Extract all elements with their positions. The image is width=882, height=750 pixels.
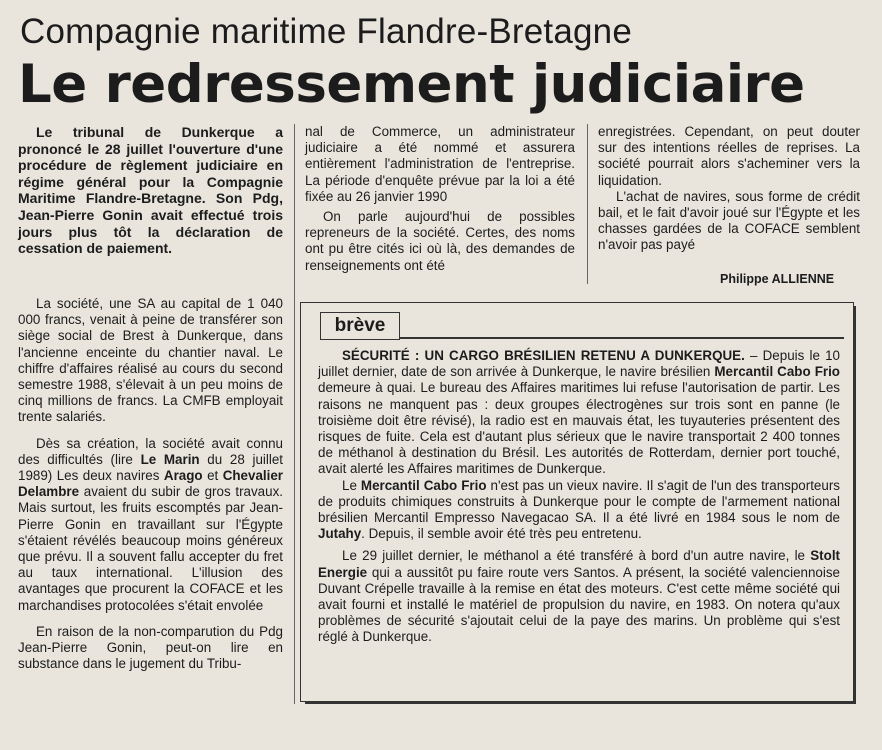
publication-name: Le Marin bbox=[140, 451, 200, 467]
column-2 bbox=[305, 124, 575, 274]
author-signature: Philippe ALLIENNE bbox=[720, 272, 835, 286]
text: avaient du subir de gros travaux. Mais surtout, les fruits escomptés par Jean-Pierre Gonin en travaillant sur l'Égypte s'étaient révélés beaucoup moins généreux que prévu. Il a souvent fallu accepter du fret au taux international. L'illusion des avantages que procurent la COFACE et les marchandises protocolées s'était envolée bbox=[18, 484, 283, 613]
text: qui a aussitôt pu faire route vers Santos. A présent, la société valenciennoise Duvant Crépelle travaille à la remise en état des moteurs. C'est cette même société qui avait fourni et installé le matériel de propulsion du navire, en 1983. On notera qu'aux problèmes de sécurité s'ajoutait celui de la paye des marins. Un problème qui s'est réglé à Dunkerque. bbox=[318, 564, 840, 645]
column-divider bbox=[587, 124, 588, 284]
column-1 bbox=[18, 124, 283, 257]
paragraph bbox=[18, 436, 283, 614]
paragraph: On parle aujourd'hui de possibles repreneurs de la société. Certes, des noms ont pu être cités ici où là, des demandes de renseignements ont été bbox=[305, 209, 575, 273]
paragraph: La société, une SA au capital de 1 040 000 francs, venait à peine de transférer son siège social de Brest à Dunkerque, dans l'ancienne enceinte du chantier naval. Le chiffre d'affaires réalisé au cours du second semestre 1988, s'élevait à un peu moins de cinq millions de francs. La CMFB employait trente salariés. bbox=[18, 296, 283, 425]
ship-name: Mercantil Cabo Frio bbox=[360, 477, 487, 493]
ship-name: Chevalier Delambre bbox=[18, 468, 283, 500]
lead-paragraph: Le tribunal de Dunkerque a prononcé le 28 juillet l'ouverture d'une procédure de règlement judiciaire en régime général pour la Compagnie Maritime Flandre-Bretagne. Son Pdg, Jean-Pierre Gonin avait effectué trois jours plus tôt la déclaration de cessation de paiement. bbox=[18, 124, 283, 257]
paragraph bbox=[318, 548, 840, 645]
text: . Depuis, il semble avoir été très peu entretenu. bbox=[361, 526, 642, 542]
text: n'est pas un vieux navire. Il s'agit de l'un des transporteurs de produits chimiques construits à Dunkerque pour le compte de l'armement national brésilien Mercantil Empresso Navegacao SA. Il a été livré en 1984 sous le nom de bbox=[318, 477, 840, 526]
text: – Depuis le 10 juillet dernier, date de son arrivée à Dunkerque, le navire brésilien bbox=[318, 348, 840, 380]
breve-rule bbox=[398, 337, 844, 339]
paragraph bbox=[318, 478, 840, 543]
breve-text bbox=[318, 348, 840, 646]
breve-title: SÉCURITÉ : UN CARGO BRÉSILIEN RETENU A DUNKERQUE. bbox=[342, 348, 745, 363]
text: Dès sa création, la société avait connu des difficultés (lire bbox=[18, 435, 283, 467]
ship-name: Mercantil Cabo Frio bbox=[714, 364, 840, 380]
kicker: Compagnie maritime Flandre-Bretagne bbox=[20, 12, 632, 51]
ship-name: Stolt Energie bbox=[318, 548, 840, 580]
paragraph bbox=[318, 348, 840, 478]
headline: Le redressement judiciaire bbox=[18, 54, 805, 115]
text: Le 29 juillet dernier, le méthanol a été transféré à bord d'un autre navire, le bbox=[342, 548, 811, 564]
text: et bbox=[202, 468, 223, 484]
column-divider bbox=[294, 124, 295, 704]
text: demeure à quai. Le bureau des Affaires maritimes lui refuse l'autorisation de partir. Les raisons ne manquent pas : deux groupes électrogènes sur trois sont en panne (le troisième doit être révisé), la radio est en mauvais état, les tuyauteries présentent des risques de fuite. Cela est d'autant plus sérieux que le navire transportait 2 400 tonnes de méthanol à destination du Brésil. Les autorités de Rotterdam, dernier port touché, avait alerté les Affaires maritimes de Dunkerque. bbox=[318, 380, 840, 477]
ship-name: Arago bbox=[163, 468, 203, 484]
paragraph: En raison de la non-comparution du Pdg Jean-Pierre Gonin, peut-on lire en substance dans le jugement du Tribu- bbox=[18, 623, 283, 672]
paragraph: nal de Commerce, un administrateur judiciaire a été nommé et assurera entièrement l'administration de l'entreprise. La période d'enquête prévue par la loi a été fixée au 26 janvier 1990 bbox=[305, 124, 575, 204]
text: Le bbox=[342, 477, 361, 493]
paragraph: enregistrées. Cependant, on peut douter sur des intentions réelles de reprises. La société pourrait alors s'acheminer vers la liquidation. bbox=[598, 124, 860, 188]
column-3 bbox=[598, 124, 860, 254]
paragraph: L'achat de navires, sous forme de crédit bail, et le fait d'avoir joué sur l'Égypte et les chasses gardées de la COFACE semblent n'avoir pas payé bbox=[598, 188, 860, 253]
ship-name: Jutahy bbox=[318, 526, 362, 542]
column-1-body bbox=[18, 296, 283, 672]
breve-label: brève bbox=[320, 312, 400, 340]
text: du 28 juillet 1989) Les deux navires bbox=[18, 451, 283, 484]
